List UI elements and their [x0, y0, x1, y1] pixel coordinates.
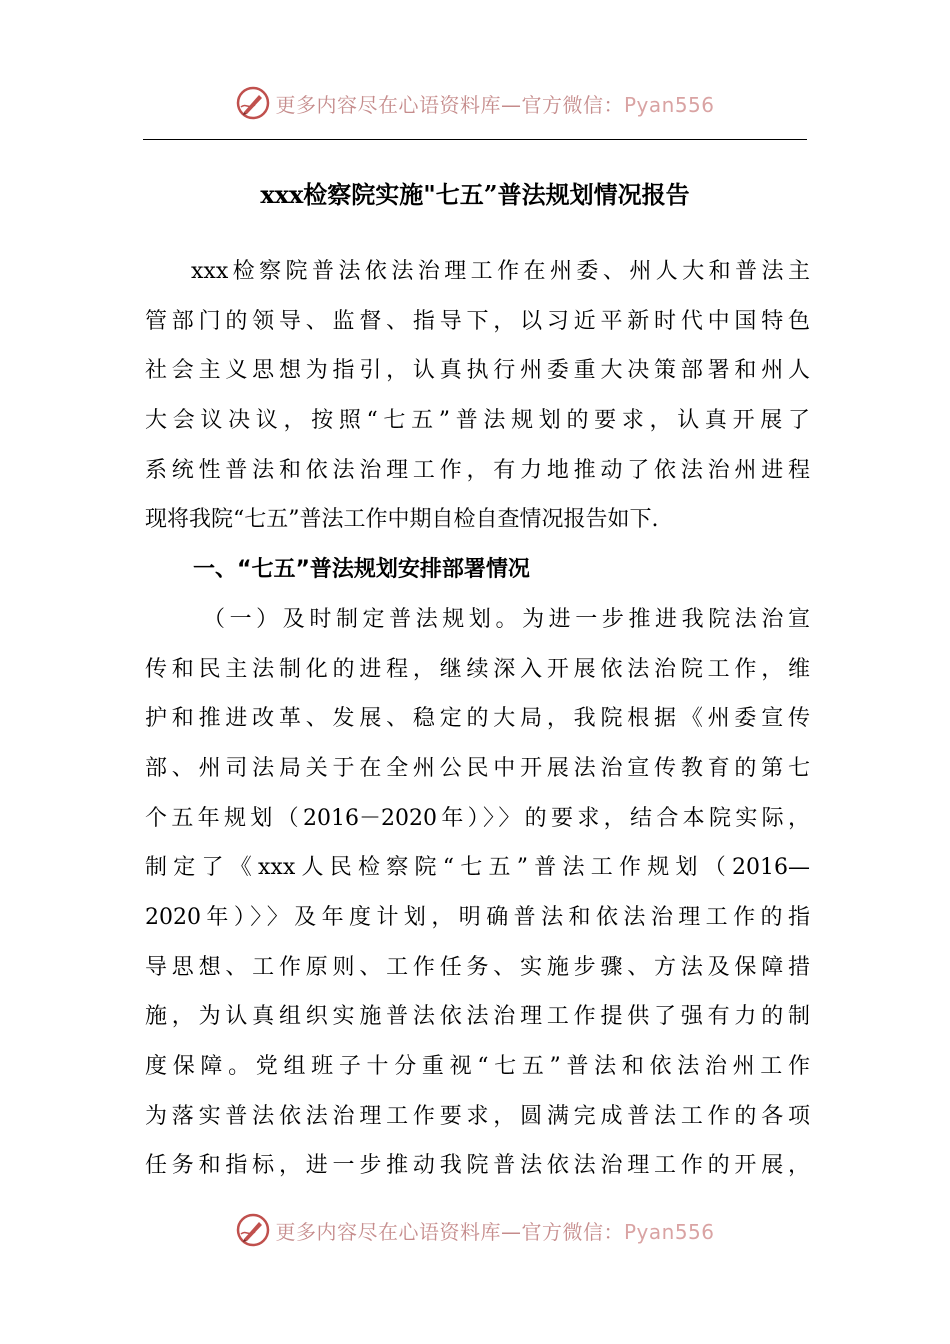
text-line: 传和民主法制化的进程，继续深入开展依法治院工作，维 [145, 656, 810, 682]
text-line: 制定了《xxx人民检察院“七五”普法工作规划（2016— [145, 855, 810, 881]
text-line: 度保障。党组班子十分重视“七五”普法和依法治州工作 [145, 1054, 810, 1079]
text-line: 系统性普法和依法治理工作，有力地推动了依法治州进程 [145, 457, 810, 483]
text-line: 为落实普法依法治理工作要求，圆满完成普法工作的各项 [145, 1103, 810, 1129]
text-line: 现将我院“七五”普法工作中期自检自查情况报告如下. [145, 507, 659, 533]
text-line: （一）及时制定普法规划。为进一步推进我院法治宣 [203, 606, 810, 632]
banner-handle: Pyan556 [623, 1219, 715, 1244]
text-line: 任务和指标，进一步推动我院普法依法治理工作的开展， [145, 1153, 810, 1179]
header-rule [143, 139, 807, 140]
text-line: xxx检察院普法依法治理工作在州委、州人大和普法主 [191, 259, 810, 284]
text-line: 2020年）〉〉及年度计划，明确普法和依法治理工作的指 [145, 904, 810, 930]
header-banner [0, 83, 950, 123]
text-line: 导思想、工作原则、工作任务、实施步骤、方法及保障措 [145, 954, 810, 980]
text-line: 管部门的领导、监督、指导下，以习近平新时代中国特色 [145, 308, 810, 334]
document-body [145, 247, 810, 1191]
text-line: 部、州司法局关于在全州公民中开展法治宣传教育的第七 [145, 755, 810, 781]
banner-label: 更多内容尽在心语资料库—官方微信： [275, 92, 624, 117]
text-line: 大会议决议，按照“七五”普法规划的要求，认真开展了 [145, 408, 810, 434]
text-line: 施，为认真组织实施普法依法治理工作提供了强有力的制 [145, 1004, 810, 1030]
footer-banner [0, 1210, 950, 1250]
banner-text [275, 89, 714, 118]
section-heading: 一、“七五”普法规划安排部署情况 [193, 557, 530, 583]
text-line: 个五年规划（2016－2020年）〉〉的要求，结合本院实际， [145, 805, 810, 831]
banner-handle: Pyan556 [623, 92, 715, 117]
banner-text [275, 1216, 714, 1245]
banner-label: 更多内容尽在心语资料库—官方微信： [275, 1219, 624, 1244]
document-title: xxx检察院实施"七五”普法规划情况报告 [260, 180, 690, 209]
pen-logo-icon [235, 1212, 271, 1248]
pen-logo-icon [235, 85, 271, 121]
text-line: 护和推进改革、发展、稳定的大局，我院根据《州委宣传 [145, 706, 810, 732]
text-line: 社会主义思想为指引，认真执行州委重大决策部署和州人 [145, 358, 810, 384]
